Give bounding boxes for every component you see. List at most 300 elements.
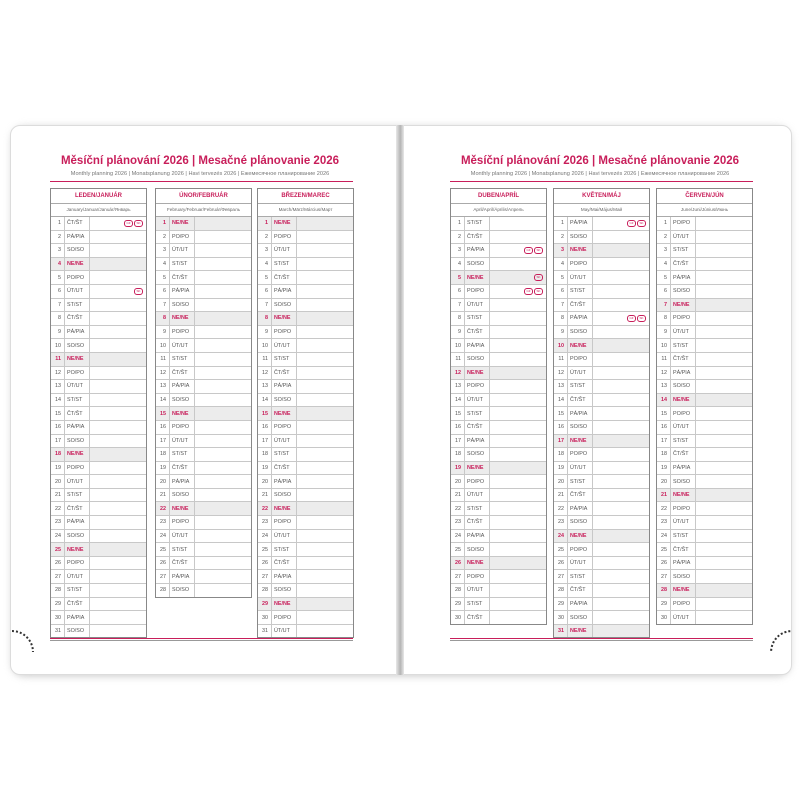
day-row[interactable] <box>554 367 649 381</box>
note-space[interactable] <box>89 435 146 448</box>
note-space[interactable] <box>592 231 649 244</box>
note-space[interactable] <box>194 258 251 271</box>
note-space[interactable] <box>592 312 649 325</box>
note-space[interactable] <box>89 367 146 380</box>
note-space[interactable] <box>489 407 546 420</box>
note-space[interactable] <box>592 462 649 475</box>
day-row[interactable] <box>554 598 649 612</box>
note-space[interactable] <box>695 326 752 339</box>
day-row[interactable] <box>657 231 752 245</box>
day-row[interactable] <box>554 285 649 299</box>
day-row[interactable] <box>451 244 546 258</box>
note-space[interactable] <box>89 557 146 570</box>
note-space[interactable] <box>296 435 353 448</box>
note-space[interactable] <box>194 435 251 448</box>
day-row[interactable] <box>554 339 649 353</box>
day-row[interactable] <box>51 570 146 584</box>
day-row[interactable] <box>554 448 649 462</box>
note-space[interactable] <box>296 394 353 407</box>
note-space[interactable] <box>89 611 146 624</box>
day-row[interactable] <box>156 217 251 231</box>
note-space[interactable] <box>592 367 649 380</box>
day-row[interactable] <box>51 367 146 381</box>
note-space[interactable] <box>194 394 251 407</box>
day-row[interactable] <box>657 502 752 516</box>
day-row[interactable] <box>451 367 546 381</box>
day-row[interactable] <box>258 516 353 530</box>
note-space[interactable] <box>592 475 649 488</box>
note-space[interactable] <box>592 448 649 461</box>
day-row[interactable] <box>554 475 649 489</box>
note-space[interactable] <box>89 543 146 556</box>
note-space[interactable] <box>89 353 146 366</box>
note-space[interactable] <box>695 516 752 529</box>
day-row[interactable] <box>451 611 546 624</box>
day-row[interactable] <box>451 231 546 245</box>
day-row[interactable] <box>156 435 251 449</box>
note-space[interactable] <box>89 231 146 244</box>
day-row[interactable] <box>156 530 251 544</box>
day-row[interactable] <box>554 462 649 476</box>
note-space[interactable] <box>592 421 649 434</box>
day-row[interactable] <box>258 244 353 258</box>
day-row[interactable] <box>554 625 649 638</box>
note-space[interactable] <box>695 217 752 230</box>
day-row[interactable] <box>554 570 649 584</box>
note-space[interactable] <box>194 543 251 556</box>
day-row[interactable] <box>657 421 752 435</box>
day-row[interactable] <box>258 502 353 516</box>
note-space[interactable] <box>592 380 649 393</box>
day-row[interactable] <box>51 530 146 544</box>
note-space[interactable] <box>695 489 752 502</box>
note-space[interactable] <box>489 475 546 488</box>
day-row[interactable] <box>451 448 546 462</box>
note-space[interactable] <box>296 516 353 529</box>
note-space[interactable] <box>89 516 146 529</box>
day-row[interactable] <box>51 312 146 326</box>
note-space[interactable] <box>695 312 752 325</box>
day-row[interactable] <box>657 448 752 462</box>
day-row[interactable] <box>156 543 251 557</box>
day-row[interactable] <box>451 543 546 557</box>
day-row[interactable] <box>51 584 146 598</box>
day-row[interactable] <box>451 299 546 313</box>
note-space[interactable] <box>89 462 146 475</box>
day-row[interactable] <box>657 489 752 503</box>
day-row[interactable] <box>554 421 649 435</box>
note-space[interactable] <box>89 625 146 638</box>
day-row[interactable] <box>451 462 546 476</box>
note-space[interactable] <box>489 502 546 515</box>
note-space[interactable] <box>592 516 649 529</box>
day-row[interactable] <box>451 394 546 408</box>
day-row[interactable] <box>554 326 649 340</box>
note-space[interactable] <box>296 367 353 380</box>
day-row[interactable] <box>156 285 251 299</box>
day-row[interactable] <box>554 407 649 421</box>
day-row[interactable] <box>156 557 251 571</box>
day-row[interactable] <box>657 271 752 285</box>
note-space[interactable] <box>296 299 353 312</box>
note-space[interactable] <box>592 244 649 257</box>
note-space[interactable] <box>695 462 752 475</box>
note-space[interactable] <box>489 611 546 624</box>
note-space[interactable] <box>695 407 752 420</box>
day-row[interactable] <box>156 570 251 584</box>
day-row[interactable] <box>258 217 353 231</box>
day-row[interactable] <box>554 584 649 598</box>
note-space[interactable] <box>489 516 546 529</box>
note-space[interactable] <box>695 543 752 556</box>
day-row[interactable] <box>451 407 546 421</box>
day-row[interactable] <box>554 271 649 285</box>
day-row[interactable] <box>156 271 251 285</box>
note-space[interactable] <box>296 407 353 420</box>
day-row[interactable] <box>51 285 146 299</box>
day-row[interactable] <box>258 489 353 503</box>
day-row[interactable] <box>451 584 546 598</box>
day-row[interactable] <box>156 312 251 326</box>
note-space[interactable] <box>89 271 146 284</box>
day-row[interactable] <box>657 435 752 449</box>
day-row[interactable] <box>451 217 546 231</box>
day-row[interactable] <box>657 217 752 231</box>
day-row[interactable] <box>657 611 752 624</box>
note-space[interactable] <box>89 244 146 257</box>
day-row[interactable] <box>156 244 251 258</box>
note-space[interactable] <box>695 394 752 407</box>
note-space[interactable] <box>695 244 752 257</box>
note-space[interactable] <box>296 258 353 271</box>
day-row[interactable] <box>451 271 546 285</box>
day-row[interactable] <box>554 489 649 503</box>
note-space[interactable] <box>695 258 752 271</box>
day-row[interactable] <box>554 611 649 625</box>
day-row[interactable] <box>51 543 146 557</box>
note-space[interactable] <box>695 611 752 624</box>
day-row[interactable] <box>554 543 649 557</box>
note-space[interactable] <box>489 312 546 325</box>
note-space[interactable] <box>489 271 546 284</box>
note-space[interactable] <box>296 312 353 325</box>
day-row[interactable] <box>51 380 146 394</box>
day-row[interactable] <box>258 231 353 245</box>
note-space[interactable] <box>89 421 146 434</box>
note-space[interactable] <box>695 339 752 352</box>
day-row[interactable] <box>451 326 546 340</box>
note-space[interactable] <box>296 462 353 475</box>
note-space[interactable] <box>194 570 251 583</box>
note-space[interactable] <box>194 231 251 244</box>
day-row[interactable] <box>156 231 251 245</box>
day-row[interactable] <box>258 394 353 408</box>
note-space[interactable] <box>489 543 546 556</box>
day-row[interactable] <box>51 516 146 530</box>
note-space[interactable] <box>194 489 251 502</box>
day-row[interactable] <box>258 407 353 421</box>
day-row[interactable] <box>258 448 353 462</box>
note-space[interactable] <box>592 502 649 515</box>
day-row[interactable] <box>258 285 353 299</box>
day-row[interactable] <box>51 462 146 476</box>
note-space[interactable] <box>89 502 146 515</box>
day-row[interactable] <box>657 258 752 272</box>
note-space[interactable] <box>296 448 353 461</box>
note-space[interactable] <box>592 598 649 611</box>
day-row[interactable] <box>156 584 251 597</box>
day-row[interactable] <box>258 570 353 584</box>
day-row[interactable] <box>51 231 146 245</box>
note-space[interactable] <box>592 557 649 570</box>
note-space[interactable] <box>592 353 649 366</box>
note-space[interactable] <box>296 285 353 298</box>
note-space[interactable] <box>489 584 546 597</box>
day-row[interactable] <box>51 394 146 408</box>
day-row[interactable] <box>657 584 752 598</box>
day-row[interactable] <box>451 475 546 489</box>
day-row[interactable] <box>657 339 752 353</box>
day-row[interactable] <box>156 421 251 435</box>
day-row[interactable] <box>657 380 752 394</box>
note-space[interactable] <box>695 584 752 597</box>
day-row[interactable] <box>657 462 752 476</box>
day-row[interactable] <box>451 380 546 394</box>
note-space[interactable] <box>89 217 146 230</box>
note-space[interactable] <box>695 299 752 312</box>
note-space[interactable] <box>296 543 353 556</box>
note-space[interactable] <box>592 625 649 638</box>
note-space[interactable] <box>194 462 251 475</box>
day-row[interactable] <box>258 584 353 598</box>
note-space[interactable] <box>194 299 251 312</box>
note-space[interactable] <box>194 557 251 570</box>
note-space[interactable] <box>296 271 353 284</box>
note-space[interactable] <box>296 557 353 570</box>
note-space[interactable] <box>89 584 146 597</box>
day-row[interactable] <box>554 312 649 326</box>
note-space[interactable] <box>194 448 251 461</box>
day-row[interactable] <box>51 448 146 462</box>
note-space[interactable] <box>489 285 546 298</box>
day-row[interactable] <box>657 353 752 367</box>
day-row[interactable] <box>51 353 146 367</box>
note-space[interactable] <box>89 339 146 352</box>
day-row[interactable] <box>156 367 251 381</box>
note-space[interactable] <box>194 380 251 393</box>
day-row[interactable] <box>156 380 251 394</box>
day-row[interactable] <box>258 475 353 489</box>
note-space[interactable] <box>695 231 752 244</box>
note-space[interactable] <box>695 380 752 393</box>
note-space[interactable] <box>489 421 546 434</box>
note-space[interactable] <box>489 448 546 461</box>
note-space[interactable] <box>194 312 251 325</box>
day-row[interactable] <box>51 271 146 285</box>
day-row[interactable] <box>451 258 546 272</box>
note-space[interactable] <box>489 435 546 448</box>
note-space[interactable] <box>89 394 146 407</box>
note-space[interactable] <box>592 394 649 407</box>
day-row[interactable] <box>51 217 146 231</box>
day-row[interactable] <box>554 557 649 571</box>
day-row[interactable] <box>554 244 649 258</box>
note-space[interactable] <box>296 611 353 624</box>
note-space[interactable] <box>89 489 146 502</box>
day-row[interactable] <box>156 353 251 367</box>
day-row[interactable] <box>51 299 146 313</box>
note-space[interactable] <box>194 516 251 529</box>
note-space[interactable] <box>489 530 546 543</box>
day-row[interactable] <box>451 516 546 530</box>
day-row[interactable] <box>554 217 649 231</box>
note-space[interactable] <box>695 435 752 448</box>
note-space[interactable] <box>489 258 546 271</box>
note-space[interactable] <box>695 448 752 461</box>
day-row[interactable] <box>258 557 353 571</box>
day-row[interactable] <box>258 353 353 367</box>
note-space[interactable] <box>592 217 649 230</box>
note-space[interactable] <box>592 271 649 284</box>
note-space[interactable] <box>489 244 546 257</box>
note-space[interactable] <box>89 285 146 298</box>
day-row[interactable] <box>258 543 353 557</box>
day-row[interactable] <box>657 530 752 544</box>
note-space[interactable] <box>695 502 752 515</box>
note-space[interactable] <box>592 339 649 352</box>
note-space[interactable] <box>194 584 251 597</box>
note-space[interactable] <box>489 367 546 380</box>
note-space[interactable] <box>194 475 251 488</box>
day-row[interactable] <box>258 462 353 476</box>
note-space[interactable] <box>296 625 353 638</box>
note-space[interactable] <box>89 530 146 543</box>
day-row[interactable] <box>156 299 251 313</box>
note-space[interactable] <box>296 502 353 515</box>
day-row[interactable] <box>554 353 649 367</box>
note-space[interactable] <box>695 530 752 543</box>
note-space[interactable] <box>296 339 353 352</box>
day-row[interactable] <box>156 462 251 476</box>
note-space[interactable] <box>489 353 546 366</box>
note-space[interactable] <box>592 543 649 556</box>
note-space[interactable] <box>592 584 649 597</box>
note-space[interactable] <box>695 570 752 583</box>
day-row[interactable] <box>51 421 146 435</box>
note-space[interactable] <box>194 244 251 257</box>
day-row[interactable] <box>451 530 546 544</box>
note-space[interactable] <box>194 367 251 380</box>
day-row[interactable] <box>156 407 251 421</box>
day-row[interactable] <box>657 299 752 313</box>
day-row[interactable] <box>554 380 649 394</box>
day-row[interactable] <box>156 502 251 516</box>
day-row[interactable] <box>258 367 353 381</box>
note-space[interactable] <box>296 326 353 339</box>
day-row[interactable] <box>258 380 353 394</box>
note-space[interactable] <box>296 530 353 543</box>
note-space[interactable] <box>296 489 353 502</box>
note-space[interactable] <box>194 326 251 339</box>
day-row[interactable] <box>657 285 752 299</box>
day-row[interactable] <box>451 557 546 571</box>
note-space[interactable] <box>296 244 353 257</box>
day-row[interactable] <box>451 285 546 299</box>
note-space[interactable] <box>489 299 546 312</box>
day-row[interactable] <box>51 598 146 612</box>
note-space[interactable] <box>592 407 649 420</box>
note-space[interactable] <box>489 394 546 407</box>
day-row[interactable] <box>258 312 353 326</box>
note-space[interactable] <box>194 407 251 420</box>
day-row[interactable] <box>258 339 353 353</box>
day-row[interactable] <box>258 625 353 638</box>
note-space[interactable] <box>489 217 546 230</box>
day-row[interactable] <box>451 489 546 503</box>
day-row[interactable] <box>554 530 649 544</box>
day-row[interactable] <box>657 312 752 326</box>
day-row[interactable] <box>451 435 546 449</box>
note-space[interactable] <box>89 448 146 461</box>
note-space[interactable] <box>194 217 251 230</box>
day-row[interactable] <box>51 625 146 638</box>
note-space[interactable] <box>89 326 146 339</box>
note-space[interactable] <box>194 502 251 515</box>
note-space[interactable] <box>592 299 649 312</box>
day-row[interactable] <box>51 407 146 421</box>
note-space[interactable] <box>489 462 546 475</box>
day-row[interactable] <box>657 598 752 612</box>
note-space[interactable] <box>592 285 649 298</box>
day-row[interactable] <box>258 435 353 449</box>
note-space[interactable] <box>695 285 752 298</box>
note-space[interactable] <box>489 570 546 583</box>
day-row[interactable] <box>657 516 752 530</box>
day-row[interactable] <box>51 475 146 489</box>
note-space[interactable] <box>695 598 752 611</box>
day-row[interactable] <box>156 339 251 353</box>
day-row[interactable] <box>657 326 752 340</box>
day-row[interactable] <box>258 421 353 435</box>
note-space[interactable] <box>89 380 146 393</box>
day-row[interactable] <box>156 516 251 530</box>
day-row[interactable] <box>554 435 649 449</box>
note-space[interactable] <box>194 271 251 284</box>
day-row[interactable] <box>451 312 546 326</box>
day-row[interactable] <box>51 557 146 571</box>
day-row[interactable] <box>51 489 146 503</box>
note-space[interactable] <box>89 570 146 583</box>
note-space[interactable] <box>89 258 146 271</box>
day-row[interactable] <box>657 367 752 381</box>
day-row[interactable] <box>51 611 146 625</box>
day-row[interactable] <box>258 530 353 544</box>
note-space[interactable] <box>296 421 353 434</box>
note-space[interactable] <box>296 584 353 597</box>
day-row[interactable] <box>451 502 546 516</box>
day-row[interactable] <box>451 339 546 353</box>
note-space[interactable] <box>592 530 649 543</box>
day-row[interactable] <box>258 271 353 285</box>
note-space[interactable] <box>695 475 752 488</box>
day-row[interactable] <box>258 299 353 313</box>
day-row[interactable] <box>451 353 546 367</box>
day-row[interactable] <box>156 448 251 462</box>
note-space[interactable] <box>89 407 146 420</box>
note-space[interactable] <box>194 339 251 352</box>
note-space[interactable] <box>194 285 251 298</box>
day-row[interactable] <box>156 394 251 408</box>
